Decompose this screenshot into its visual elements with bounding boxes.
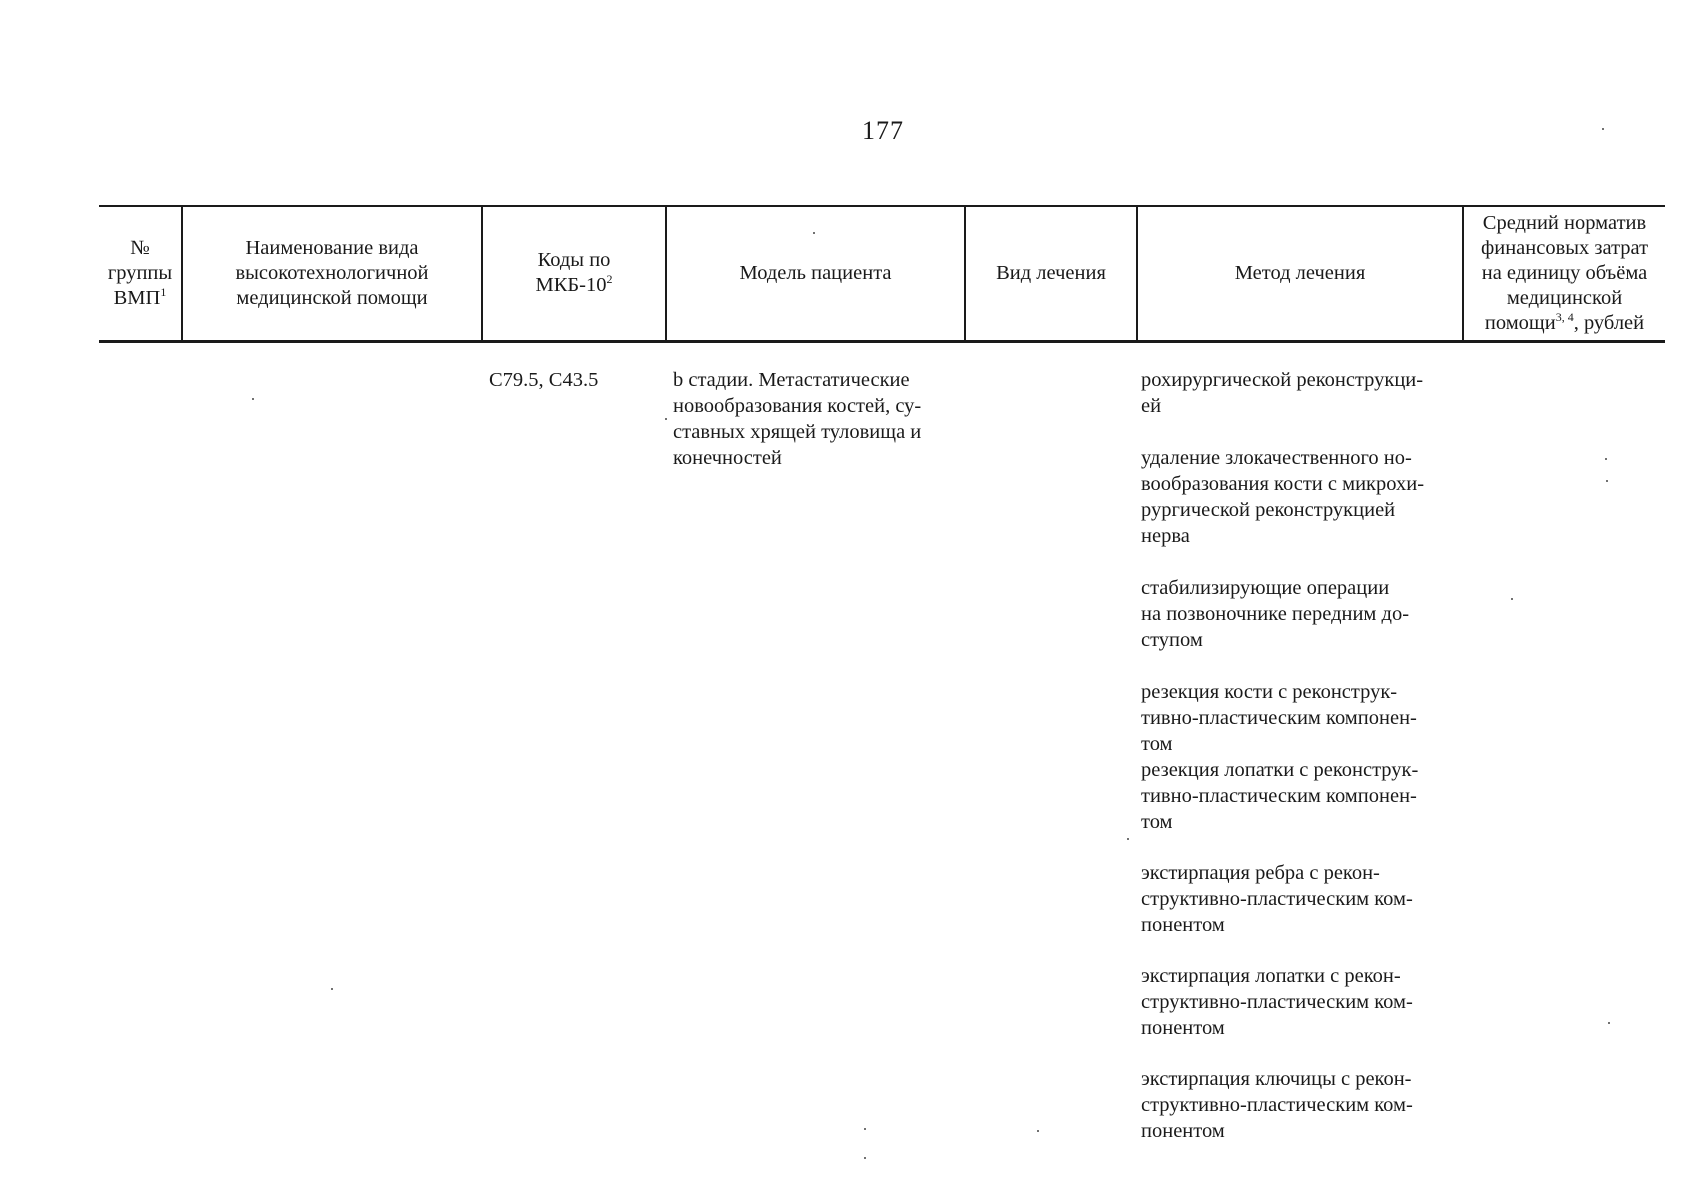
method-line: тивно-пластическим компонен- — [1141, 785, 1417, 807]
method-line: экстирпация лопатки с рекон- — [1141, 965, 1401, 987]
method-line: структивно-пластическим ком- — [1141, 991, 1413, 1013]
method-line: понентом — [1141, 1120, 1225, 1142]
footnote-mark: 2 — [606, 272, 613, 287]
header-line: Модель пациента — [739, 261, 892, 284]
method-line: понентом — [1141, 1017, 1225, 1039]
scan-speck — [1037, 1130, 1039, 1132]
header-treatment-type — [966, 206, 1136, 340]
header-line: медицинской помощи — [236, 286, 428, 309]
treatment-method-item — [1141, 757, 1461, 835]
footnote-mark: 1 — [160, 284, 167, 299]
scan-speck — [665, 418, 667, 420]
treatment-method-item — [1141, 367, 1461, 419]
header-line: Средний норматив — [1482, 211, 1647, 234]
header-line: № — [130, 236, 150, 259]
method-line: нерва — [1141, 525, 1190, 547]
scan-speck — [331, 988, 333, 990]
header-line: ВМП — [113, 286, 161, 309]
header-line: группы — [107, 261, 173, 284]
header-line: финансовых затрат — [1480, 236, 1649, 259]
method-line: рургической реконструкцией — [1141, 499, 1396, 521]
header-line: высокотехнологичной — [235, 261, 429, 284]
patient-model-line: ставных хрящей туловища и — [673, 421, 922, 443]
scan-speck — [1602, 128, 1604, 130]
treatment-method-item — [1141, 1066, 1461, 1144]
method-line: экстирпация ребра с рекон- — [1141, 862, 1380, 884]
method-line: экстирпация ключицы с рекон- — [1141, 1068, 1412, 1090]
header-line: МКБ-10 — [535, 274, 607, 296]
method-line: стабилизирующие операции — [1141, 577, 1390, 599]
scan-speck — [1511, 598, 1513, 600]
method-line: ей — [1141, 395, 1162, 417]
scan-speck — [1606, 480, 1608, 482]
scan-speck — [864, 1128, 866, 1130]
footnote-mark: 3, 4 — [1555, 309, 1574, 324]
header-line: помощи — [1484, 311, 1556, 334]
treatment-method-item — [1141, 860, 1461, 938]
header-line: Метод лечения — [1234, 261, 1366, 284]
header-line: на единицу объёма — [1481, 261, 1648, 284]
method-line: понентом — [1141, 914, 1225, 936]
scan-speck — [813, 232, 815, 234]
treatment-method-item — [1141, 575, 1461, 653]
patient-model-line: b стадии. Метастатические — [673, 369, 910, 391]
table-header-bottom-rule — [99, 340, 1665, 343]
method-line: ступом — [1141, 629, 1203, 651]
header-line: Наименование вида — [245, 236, 419, 259]
patient-model-line: новообразования костей, су- — [673, 395, 922, 417]
method-line: удаление злокачественного но- — [1141, 447, 1412, 469]
method-line: структивно-пластическим ком- — [1141, 1094, 1413, 1116]
method-line: том — [1141, 811, 1173, 833]
treatment-method-item — [1141, 445, 1461, 549]
scan-speck — [864, 1157, 866, 1159]
treatment-method-item — [1141, 963, 1461, 1041]
method-line: вообразования кости с микрохи- — [1141, 473, 1425, 495]
scan-speck — [1605, 458, 1607, 460]
header-line: Вид лечения — [996, 261, 1106, 284]
header-patient-model — [667, 206, 964, 340]
icd-codes-cell: C79.5, C43.5 — [489, 369, 599, 391]
scan-speck — [1127, 838, 1129, 840]
page-number: 177 — [862, 116, 904, 145]
method-line: резекция лопатки с реконструк- — [1141, 759, 1419, 781]
header-care-type — [183, 206, 481, 340]
treatment-method-item — [1141, 679, 1461, 757]
method-line: том — [1141, 733, 1173, 755]
method-line: на позвоночнике передним до- — [1141, 603, 1410, 625]
header-line: Коды по — [537, 249, 611, 271]
header-treatment-method — [1138, 206, 1462, 340]
scan-speck — [252, 398, 254, 400]
method-line: структивно-пластическим ком- — [1141, 888, 1413, 910]
method-line: рохирургической реконструкци- — [1141, 369, 1424, 391]
header-line: медицинской — [1506, 286, 1623, 309]
header-line: , рублей — [1573, 311, 1645, 334]
patient-model-line: конечностей — [673, 447, 782, 469]
method-line: резекция кости с реконструк- — [1141, 681, 1398, 703]
method-line: тивно-пластическим компонен- — [1141, 707, 1417, 729]
header-icd-codes — [483, 206, 665, 340]
scan-speck — [1608, 1022, 1610, 1024]
header-cost-standard — [1464, 206, 1665, 340]
patient-model-cell — [673, 367, 963, 471]
header-group-number — [99, 206, 181, 340]
